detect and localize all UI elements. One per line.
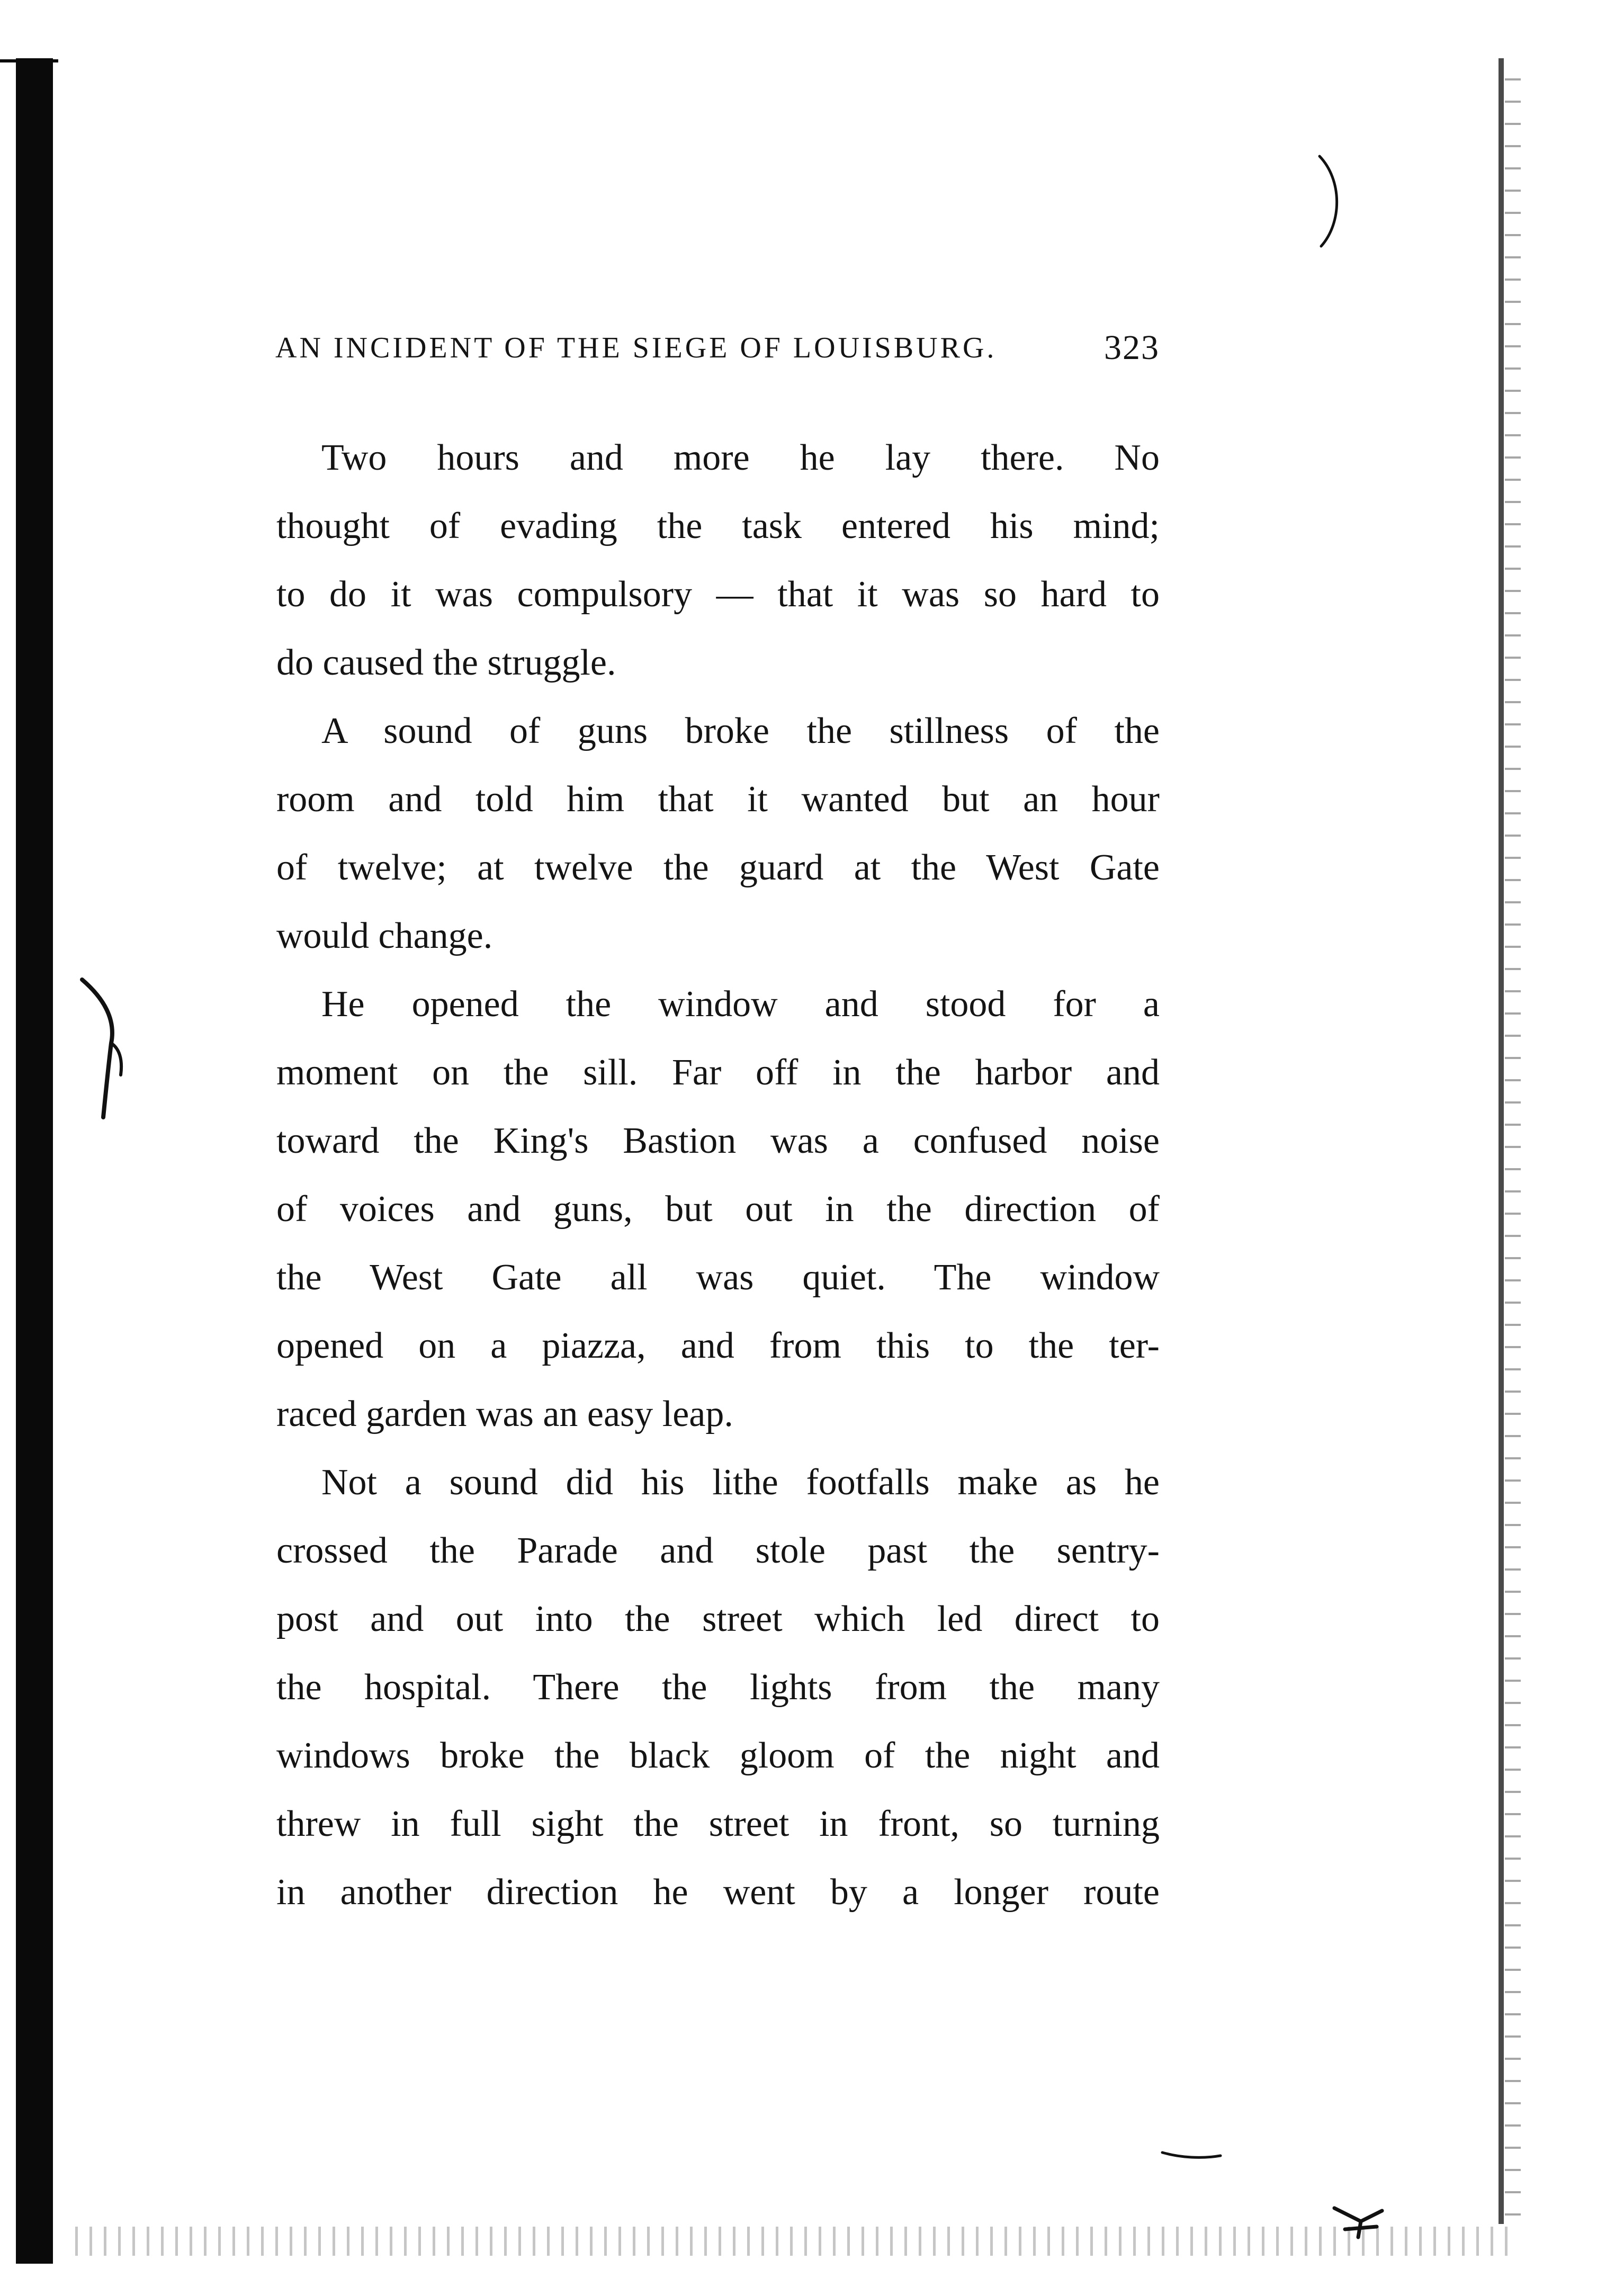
text-line: windows broke the black gloom of the night and (276, 1735, 1160, 1776)
text-line: thought of evading the task entered his mind; (276, 506, 1160, 546)
text-line: crossed the Parade and stole past the sentry- (276, 1530, 1160, 1571)
text-line: Not a sound did his lithe footfalls make as he (321, 1462, 1160, 1503)
text-line: Two hours and more he lay there. No (321, 437, 1160, 478)
text-line: moment on the sill. Far off in the harbor and (276, 1052, 1160, 1093)
text-line: the West Gate all was quiet. The window (276, 1257, 1160, 1298)
text-line: post and out into the street which led direct to (276, 1599, 1160, 1639)
text-line: the hospital. There the lights from the many (276, 1667, 1160, 1708)
text-line: in another direction he went by a longer route (276, 1872, 1160, 1913)
text-line: toward the King's Bastion was a confused noise (276, 1120, 1160, 1161)
text-line: raced garden was an easy leap. (276, 1394, 733, 1434)
page-number: 323 (1104, 328, 1160, 367)
running-title: AN INCIDENT OF THE SIEGE OF LOUISBURG. (275, 331, 997, 364)
text-line: He opened the window and stood for a (321, 984, 1160, 1025)
text-line: do caused the struggle. (276, 642, 616, 683)
running-header (275, 328, 1160, 373)
text-line: room and told him that it wanted but an hour (276, 779, 1160, 820)
text-line: of twelve; at twelve the guard at the West Gate (276, 847, 1160, 888)
page-edge-line (0, 59, 58, 62)
scan-edge-right (1499, 58, 1504, 2224)
text-line: of voices and guns, but out in the direction of (276, 1189, 1160, 1230)
binding-shadow (16, 58, 53, 2264)
margin-pencil-mark (79, 974, 127, 1123)
body-text (276, 424, 1160, 1926)
closing-paren-mark (1313, 154, 1345, 249)
text-line: to do it was compulsory — that it was so hard to (276, 574, 1160, 615)
text-line: threw in full sight the street in front, so turning (276, 1804, 1160, 1844)
stray-ink-mark (1329, 2198, 1387, 2240)
scan-noise-bottom (64, 2227, 1514, 2256)
scan-noise-right (1505, 58, 1521, 2224)
text-line: would change. (276, 916, 493, 956)
text-line: opened on a piazza, and from this to the ter- (276, 1325, 1160, 1366)
text-line: A sound of guns broke the stillness of the (321, 711, 1160, 751)
stray-dash-mark (1160, 2142, 1223, 2163)
